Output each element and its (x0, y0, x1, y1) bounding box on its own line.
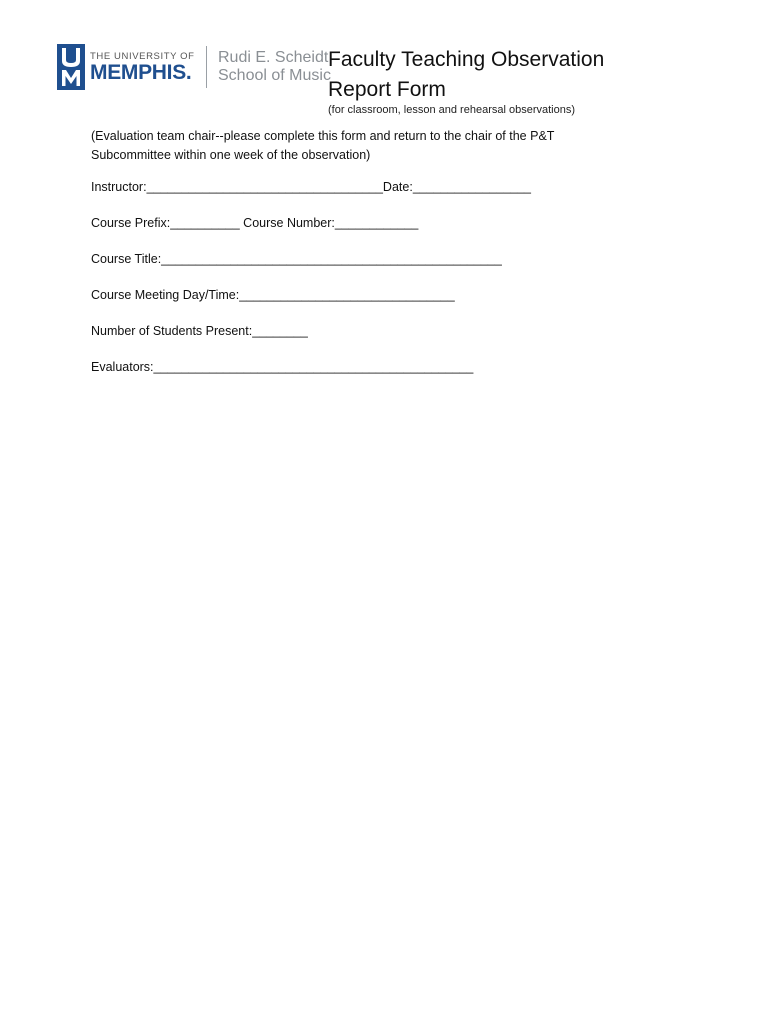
instructor-date-field[interactable]: Instructor:__________________________________Date:_________________ (91, 180, 531, 194)
form-title (328, 45, 604, 105)
instructions-line2: Subcommittee within one week of the observation) (91, 148, 371, 162)
form-subtitle: (for classroom, lesson and rehearsal observations) (328, 104, 576, 116)
university-big-text: MEMPHIS. (90, 61, 192, 84)
instructions-line1: (Evaluation team chair--please complete this form and return to the chair of the P&T (91, 129, 555, 143)
school-name (218, 49, 331, 85)
evaluators-field[interactable]: Evaluators:______________________________________________ (91, 360, 474, 374)
university-logo (57, 44, 331, 90)
school-name-line1: Rudi E. Scheidt (218, 49, 329, 66)
course-title-field[interactable]: Course Title:_________________________________________________ (91, 252, 502, 266)
form-title-line2: Report Form (328, 78, 446, 101)
um-logo-icon (57, 44, 85, 90)
form-instructions (91, 127, 611, 165)
school-name-line2: School of Music (218, 67, 331, 84)
course-prefix-number-field[interactable]: Course Prefix:__________ Course Number:____________ (91, 216, 419, 230)
meeting-day-time-field[interactable]: Course Meeting Day/Time:_______________________________ (91, 288, 455, 302)
students-present-field[interactable]: Number of Students Present:________ (91, 324, 308, 338)
logo-divider (206, 46, 207, 88)
form-title-line1: Faculty Teaching Observation (328, 48, 605, 71)
university-small-text: THE UNIVERSITY OF (90, 51, 195, 62)
university-name (90, 51, 230, 84)
